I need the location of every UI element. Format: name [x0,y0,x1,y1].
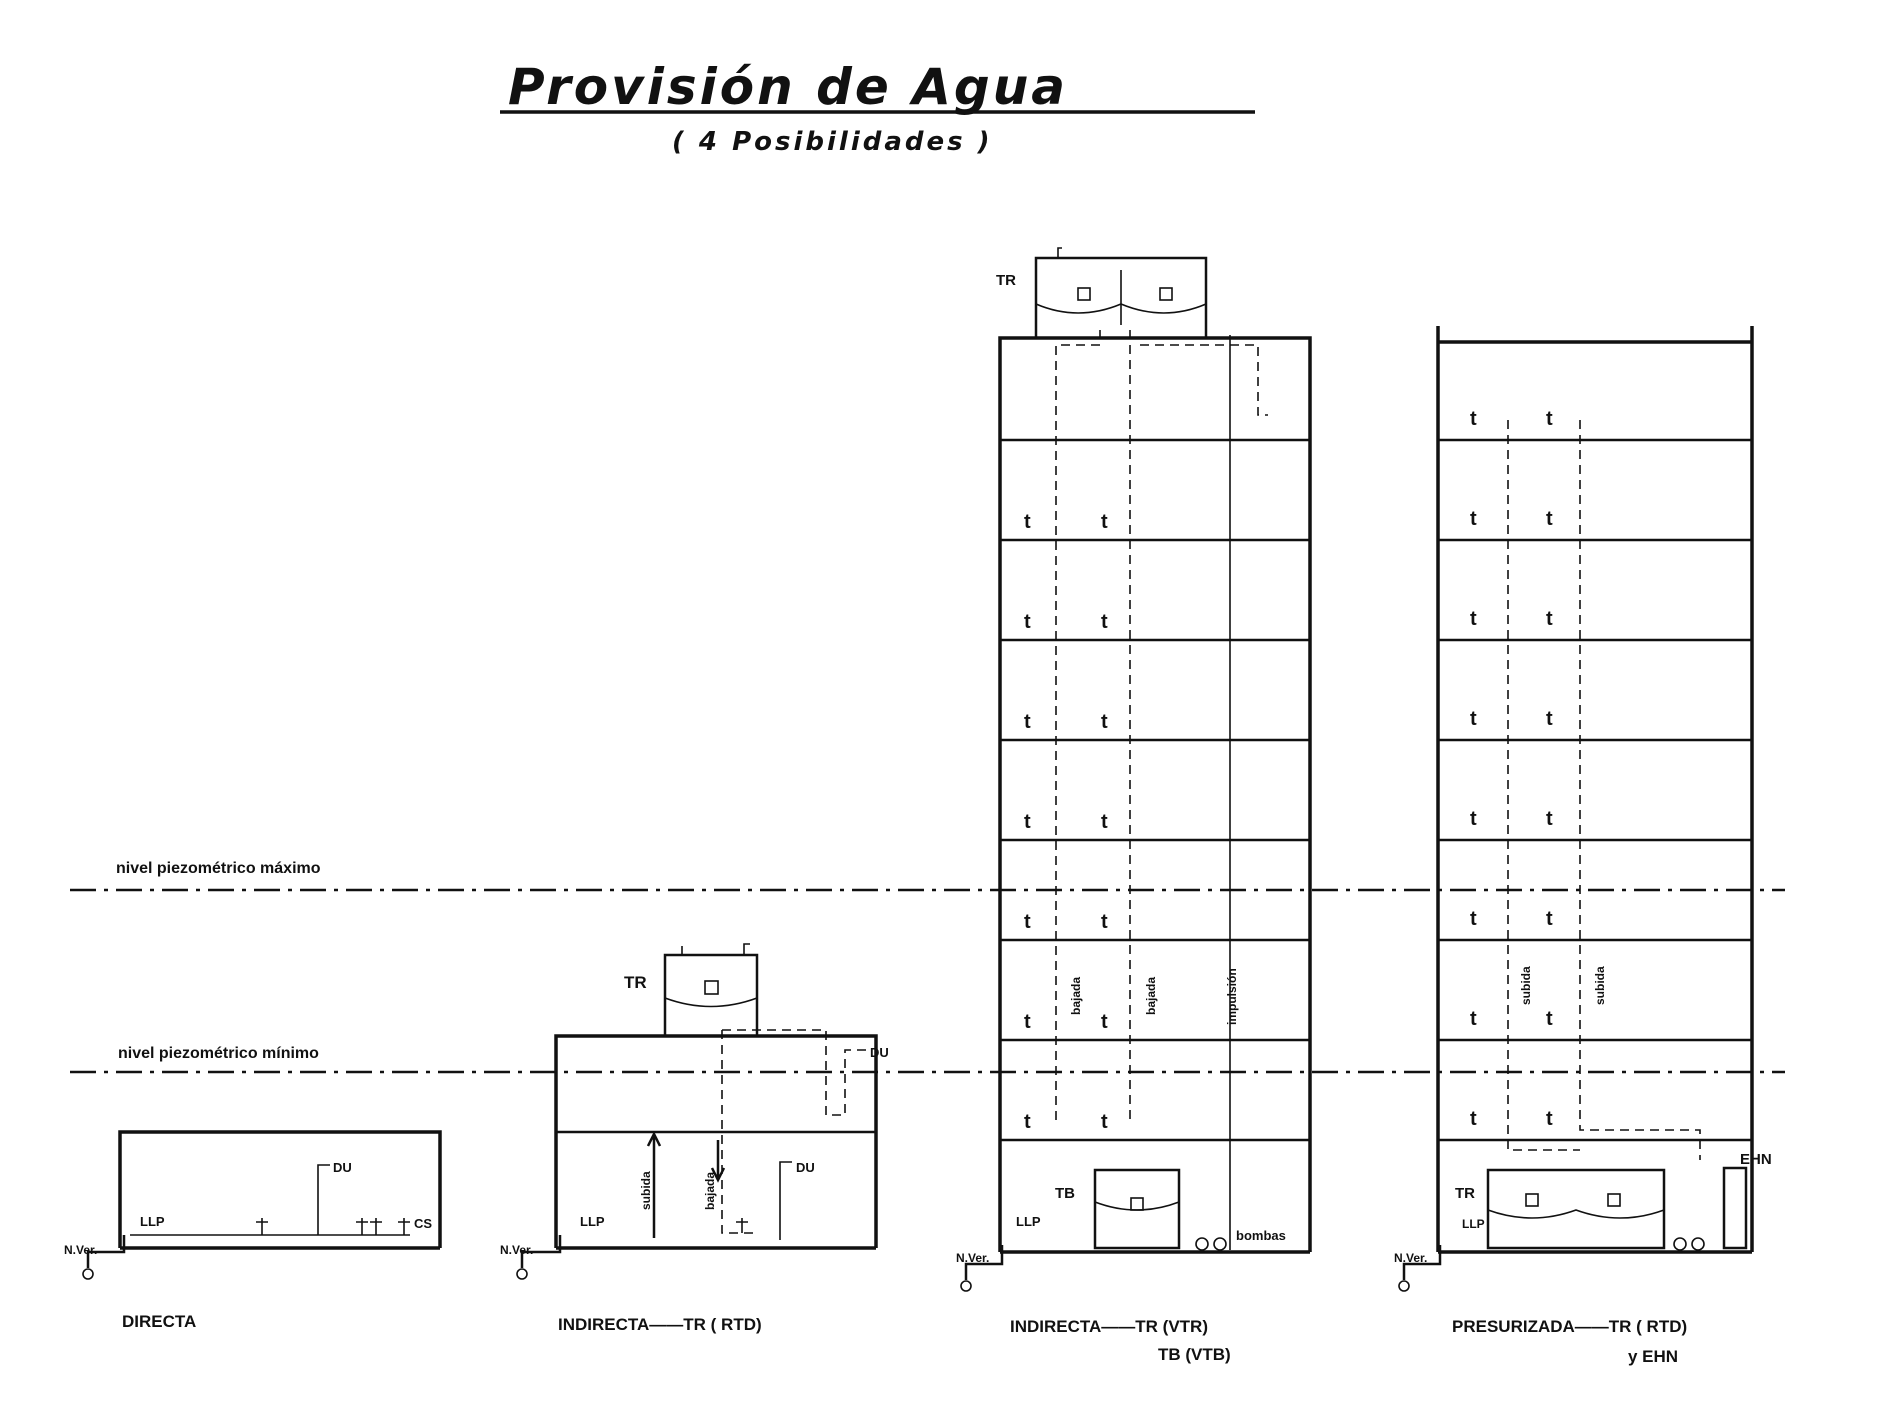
tr-label: TR [1455,1185,1475,1202]
svg-text:t: t [1024,1111,1031,1133]
system-presurizada [1394,326,1772,1366]
bombas-label: bombas [1236,1228,1286,1243]
subida-label: subida [1519,966,1533,1005]
bajada-label: bajada [1069,976,1083,1015]
system-label: INDIRECTA——TR (VTR) [1010,1317,1208,1336]
subida-label: subida [639,1171,653,1210]
svg-text:t: t [1546,1008,1553,1030]
system-label-2: TB (VTB) [1158,1345,1231,1364]
n-ver-label: N.Ver. [956,1251,990,1265]
page-title: Provisión de Agua [508,58,1069,116]
level-max-label: nivel piezométrico máximo [116,860,321,877]
tb-label: TB [1055,1185,1075,1202]
llp-label: LLP [1462,1217,1485,1231]
system-indirecta-rtd [500,944,889,1334]
bajada-label: bajada [1144,976,1158,1015]
system-indirecta-vtr-vtb [956,248,1310,1364]
svg-text:t: t [1470,408,1477,430]
svg-text:t: t [1024,511,1031,533]
svg-text:t: t [1024,611,1031,633]
system-directa [64,1132,440,1331]
svg-text:t: t [1024,911,1031,933]
svg-text:t: t [1546,708,1553,730]
du-label: DU [796,1160,815,1175]
svg-text:t: t [1470,1008,1477,1030]
subida-label: subida [1593,966,1607,1005]
ehn-label: EHN [1740,1151,1772,1168]
svg-text:t: t [1470,1108,1477,1130]
svg-text:t: t [1101,611,1108,633]
svg-text:t: t [1546,808,1553,830]
n-ver-label: N.Ver. [64,1243,98,1257]
svg-text:t: t [1101,811,1108,833]
svg-text:t: t [1024,811,1031,833]
impulsion-label: impulsión [1225,968,1239,1025]
llp-label: LLP [140,1214,165,1229]
svg-text:t: t [1546,508,1553,530]
svg-text:t: t [1101,911,1108,933]
llp-label: LLP [1016,1214,1041,1229]
svg-text:t: t [1470,608,1477,630]
du-label: DU [870,1045,889,1060]
svg-text:t: t [1470,908,1477,930]
svg-text:t: t [1470,508,1477,530]
svg-text:t: t [1101,711,1108,733]
llp-label: LLP [580,1214,605,1229]
cs-label: CS [414,1216,433,1231]
svg-text:t: t [1024,711,1031,733]
svg-text:t: t [1546,608,1553,630]
system-label-2: y EHN [1628,1347,1679,1366]
system-label: INDIRECTA——TR ( RTD) [558,1315,762,1334]
svg-text:t: t [1470,808,1477,830]
page-subtitle: ( 4 Posibilidades ) [672,127,993,157]
n-ver-label: N.Ver. [500,1243,534,1257]
du-label: DU [333,1160,352,1175]
tr-label: TR [624,973,647,992]
tr-label: TR [996,272,1016,289]
svg-text:t: t [1024,1011,1031,1033]
svg-text:t: t [1101,1111,1108,1133]
n-ver-label: N.Ver. [1394,1251,1428,1265]
svg-text:t: t [1470,708,1477,730]
svg-text:t: t [1546,1108,1553,1130]
svg-text:t: t [1101,511,1108,533]
bajada-label: bajada [703,1171,717,1210]
level-min-label: nivel piezométrico mínimo [118,1045,319,1062]
system-label: PRESURIZADA——TR ( RTD) [1452,1317,1688,1336]
system-label: DIRECTA [122,1312,197,1331]
svg-text:t: t [1546,408,1553,430]
svg-text:t: t [1546,908,1553,930]
svg-text:t: t [1101,1011,1108,1033]
